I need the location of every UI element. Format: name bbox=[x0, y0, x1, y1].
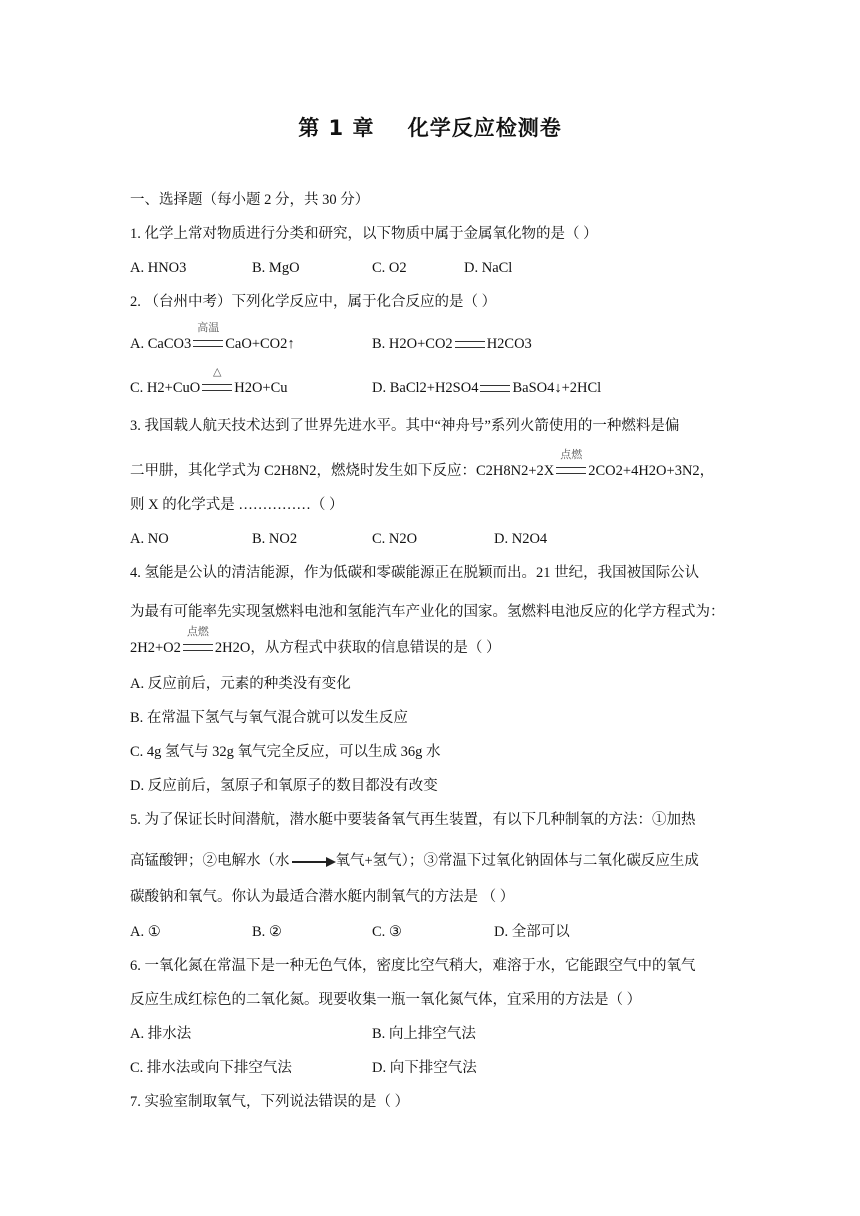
condition-label: △ bbox=[212, 366, 222, 378]
q6-option-a: A. 排水法 bbox=[130, 1026, 192, 1042]
condition-label: 点燃 bbox=[186, 626, 209, 638]
reaction-condition bbox=[181, 626, 215, 658]
double-line-sign bbox=[455, 341, 485, 348]
reaction-condition bbox=[191, 322, 225, 354]
q3-option-c: C. N2O bbox=[372, 531, 418, 547]
q5-option-a: A. ① bbox=[130, 924, 161, 940]
question-3-line2 bbox=[130, 449, 715, 481]
q4-option-b: B. 在常温下氢气与氧气混合就可以发生反应 bbox=[130, 710, 408, 726]
reaction-condition bbox=[200, 366, 234, 398]
q2-d-reactants: D. BaCl2+H2SO4 bbox=[372, 380, 479, 396]
q2-d-products: BaSO4↓+2HCl bbox=[512, 380, 602, 396]
q2-option-c bbox=[130, 366, 288, 398]
q5-option-c: C. ③ bbox=[372, 924, 402, 940]
q4-option-d: D. 反应前后，氢原子和氧原子的数目都没有改变 bbox=[130, 778, 438, 794]
q4-option-a: A. 反应前后，元素的种类没有变化 bbox=[130, 676, 351, 692]
question-3-line1: 3. 我国载人航天技术达到了世界先进水平。其中“神舟号”系列火箭使用的一种燃料是偏 bbox=[130, 418, 680, 434]
q2-a-reactants: A. CaCO3 bbox=[130, 336, 192, 352]
q1-option-c: C. O2 bbox=[372, 260, 407, 276]
question-5-line2 bbox=[130, 851, 699, 871]
question-5-line1: 5. 为了保证长时间潜航，潜水艇中要装备氧气再生装置，有以下几种制氧的方法：①加热 bbox=[130, 812, 696, 828]
q2-option-d bbox=[372, 378, 601, 398]
q2-a-products: CaO+CO2↑ bbox=[225, 336, 295, 352]
section-heading: 一、选择题（每小题 2 分，共 30 分） bbox=[130, 192, 370, 208]
q1-option-b: B. MgO bbox=[252, 260, 300, 276]
q6-option-d: D. 向下排空气法 bbox=[372, 1060, 477, 1076]
question-6-line1: 6. 一氧化氮在常温下是一种无色气体，密度比空气稍大，难溶于水，它能跟空气中的氧气 bbox=[130, 958, 696, 974]
q1-option-a: A. HNO3 bbox=[130, 260, 187, 276]
q3-option-d: D. N2O4 bbox=[494, 531, 548, 547]
question-2-stem: 2. （台州中考）下列化学反应中，属于化合反应的是（ ） bbox=[130, 294, 497, 310]
question-5-line3: 碳酸钠和氧气。你认为最适合潜水艇内制氧气的方法是 （ ） bbox=[130, 889, 515, 905]
q2-c-products: H2O+Cu bbox=[234, 380, 288, 396]
q5-option-b: B. ② bbox=[252, 924, 282, 940]
q4-equation-left: 2H2+O2 bbox=[130, 640, 181, 656]
question-3-line3: 则 X 的化学式是 ……………（ ） bbox=[130, 497, 344, 513]
question-4-line3 bbox=[130, 626, 501, 658]
condition-label: 点燃 bbox=[560, 449, 583, 461]
question-7-stem: 7. 实验室制取氧气，下列说法错误的是（ ） bbox=[130, 1094, 410, 1110]
q2-b-products: H2CO3 bbox=[486, 336, 532, 352]
q4-option-c: C. 4g 氢气与 32g 氧气完全反应，可以生成 36g 水 bbox=[130, 744, 441, 760]
question-6-line2: 反应生成红棕色的二氧化氮。现要收集一瓶一氧化氮气体，宜采用的方法是（ ） bbox=[130, 992, 642, 1008]
double-line-sign bbox=[193, 340, 223, 347]
double-line-sign bbox=[183, 644, 213, 651]
q1-option-d: D. NaCl bbox=[464, 260, 513, 276]
double-line-sign bbox=[556, 467, 586, 474]
q5-line2-left: 高锰酸钾；②电解水（水 bbox=[130, 853, 290, 869]
question-1-stem: 1. 化学上常对物质进行分类和研究，以下物质中属于金属氧化物的是（ ） bbox=[130, 226, 598, 242]
q5-option-d: D. 全部可以 bbox=[494, 924, 570, 940]
q2-b-reactants: B. H2O+CO2 bbox=[372, 336, 453, 352]
q3-option-a: A. NO bbox=[130, 531, 169, 547]
question-4-line1: 4. 氢能是公认的清洁能源，作为低碳和零碳能源正在脱颖而出。21 世纪，我国被国际公认 bbox=[130, 565, 700, 581]
page-title: 第 1 章 化学反应检测卷 bbox=[298, 116, 562, 140]
q3-equation-left: 二甲肼，其化学式为 C2H8N2，燃烧时发生如下反应：C2H8N2+2X bbox=[130, 463, 555, 479]
condition-label: 高温 bbox=[197, 322, 220, 334]
double-line-sign bbox=[480, 385, 510, 392]
double-line-sign bbox=[202, 384, 232, 391]
q3-equation-right: 2CO2+4H2O+3N2， bbox=[588, 463, 715, 479]
q2-option-a bbox=[130, 322, 295, 354]
q6-option-c: C. 排水法或向下排空气法 bbox=[130, 1060, 292, 1076]
q6-option-b: B. 向上排空气法 bbox=[372, 1026, 476, 1042]
question-4-line2: 为最有可能率先实现氢燃料电池和氢能汽车产业化的国家。氢燃料电池反应的化学方程式为： bbox=[130, 604, 725, 620]
q2-c-reactants: C. H2+CuO bbox=[130, 380, 201, 396]
q4-equation-right: 2H2O，从方程式中获取的信息错误的是（ ） bbox=[214, 640, 501, 656]
q2-option-b bbox=[372, 334, 532, 354]
reaction-condition bbox=[554, 449, 588, 481]
q5-line2-right: 氧气+氢气）；③常温下过氧化钠固体与二氧化碳反应生成 bbox=[335, 853, 699, 869]
arrow-icon bbox=[290, 857, 336, 867]
q3-option-b: B. NO2 bbox=[252, 531, 298, 547]
